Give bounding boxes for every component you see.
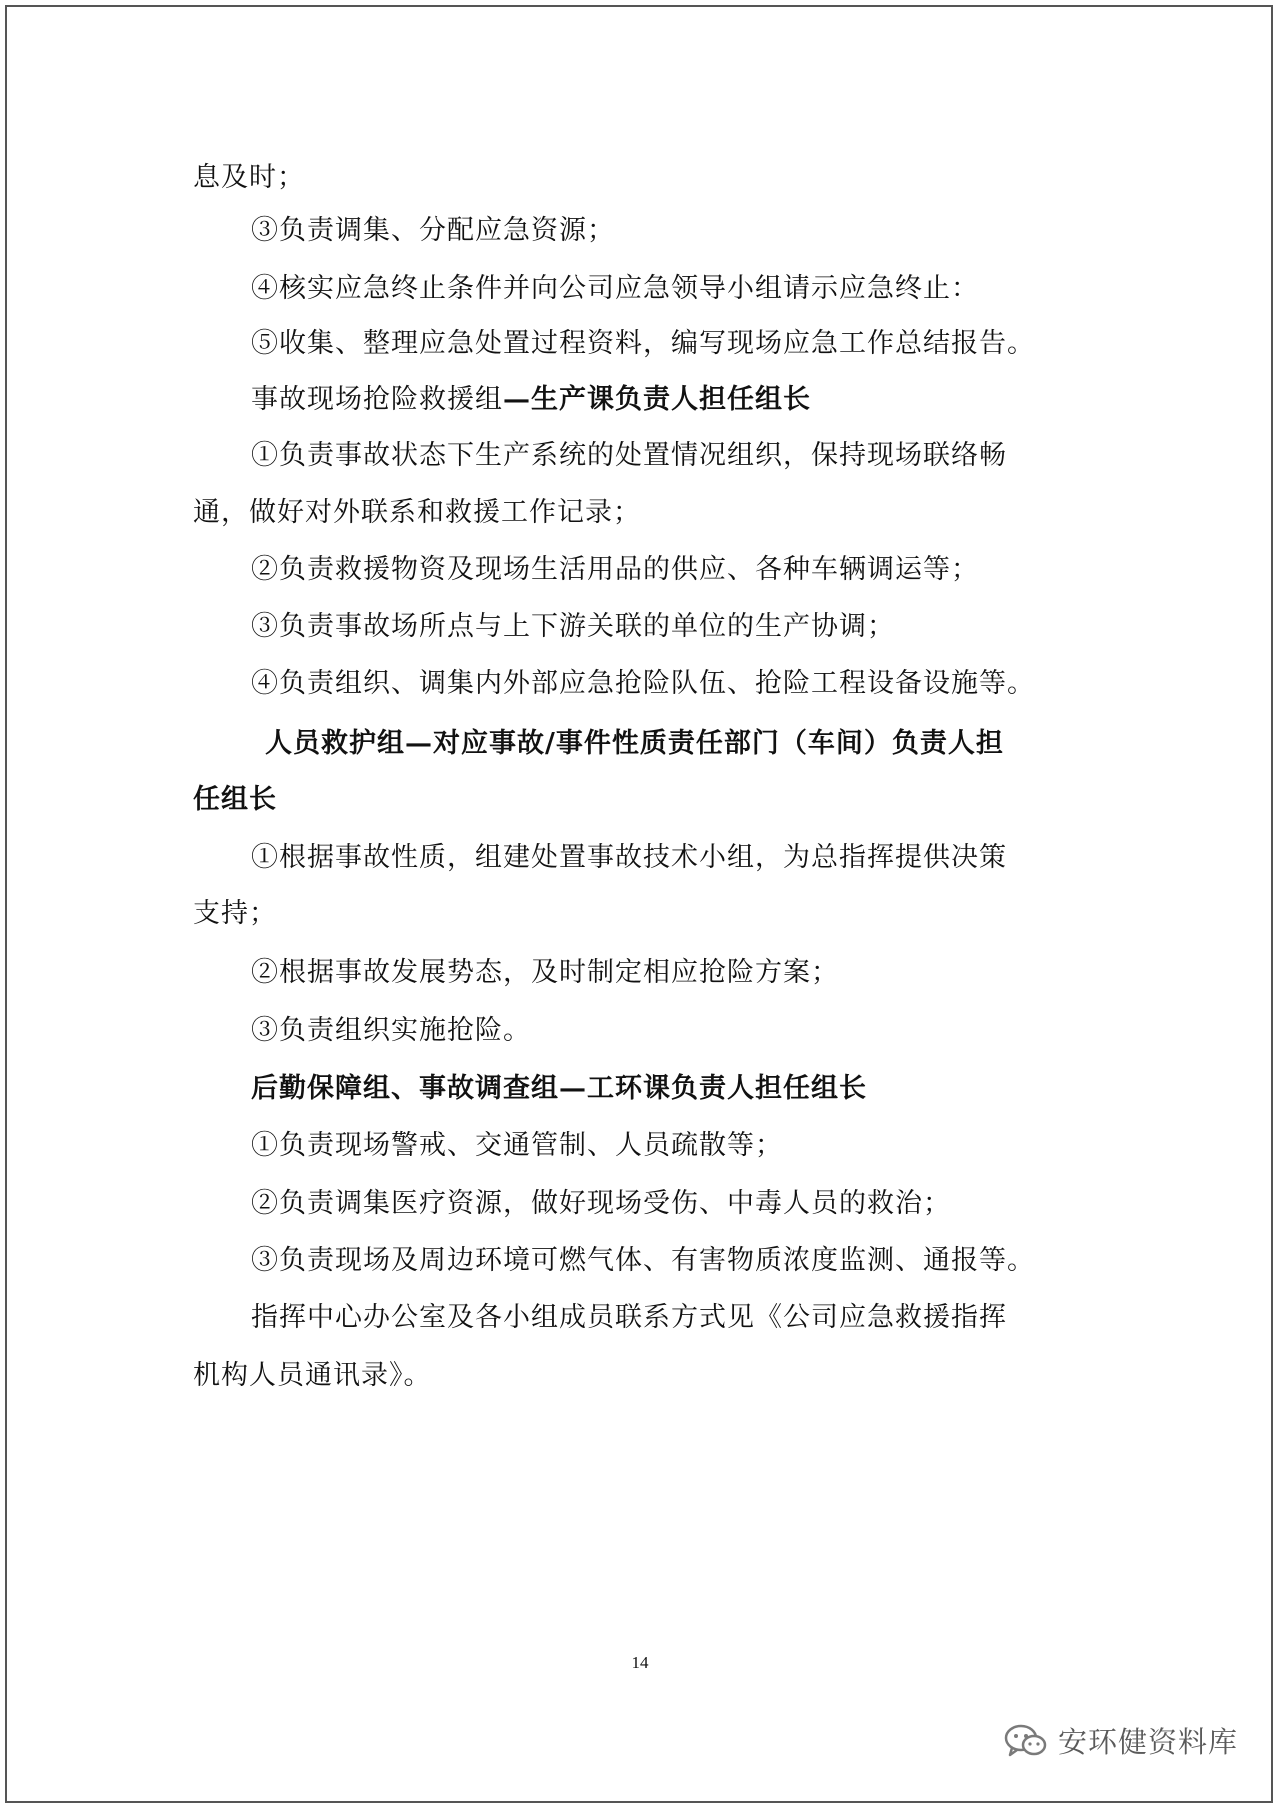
- paragraph-line: ④负责组织、调集内外部应急抢险队伍、抢险工程设备设施等。: [251, 668, 1035, 699]
- paragraph-line: 息及时；: [193, 162, 305, 193]
- section-heading-lead: —生产课负责人担任组长: [503, 384, 811, 415]
- paragraph-line: ④核实应急终止条件并向公司应急领导小组请示应急终止：: [251, 273, 979, 304]
- paragraph-line: 通，做好对外联系和救援工作记录；: [193, 497, 641, 528]
- paragraph-line: ②根据事故发展势态，及时制定相应抢险方案；: [251, 957, 839, 988]
- paragraph-line: ③负责现场及周边环境可燃气体、有害物质浓度监测、通报等。: [251, 1245, 1035, 1276]
- paragraph-line: ①负责现场警戒、交通管制、人员疏散等；: [251, 1130, 783, 1161]
- section-heading-lead: —工环课负责人担任组长: [559, 1073, 867, 1104]
- section-heading-continuation: 任组长: [193, 784, 277, 815]
- paragraph-line: ③负责事故场所点与上下游关联的单位的生产协调；: [251, 611, 895, 642]
- paragraph-line: ②负责救援物资及现场生活用品的供应、各种车辆调运等；: [251, 554, 979, 585]
- page-number: 14: [631, 1653, 649, 1672]
- watermark-text: 安环健资料库: [1058, 1725, 1239, 1759]
- paragraph-line: ①负责事故状态下生产系统的处置情况组织，保持现场联络畅: [251, 440, 1007, 471]
- paragraph-line: ③负责组织实施抢险。: [251, 1015, 531, 1046]
- paragraph-line: ①根据事故性质，组建处置事故技术小组，为总指挥提供决策: [251, 842, 1007, 873]
- section-heading: [251, 1071, 867, 1107]
- section-heading: 人员救护组—对应事故/事件性质责任部门（车间）负责人担: [265, 728, 1004, 759]
- paragraph-line: 指挥中心办公室及各小组成员联系方式见《公司应急救援指挥: [251, 1302, 1007, 1333]
- paragraph-line: ⑤收集、整理应急处置过程资料，编写现场应急工作总结报告。: [251, 328, 1035, 359]
- paragraph-line: 支持；: [193, 898, 277, 929]
- paragraph-line: 机构人员通讯录》。: [193, 1360, 432, 1391]
- watermark: [1004, 1720, 1238, 1761]
- section-heading-name: 事故现场抢险救援组: [251, 384, 503, 415]
- wechat-icon: [1004, 1723, 1048, 1759]
- paragraph-line: ②负责调集医疗资源，做好现场受伤、中毒人员的救治；: [251, 1188, 951, 1219]
- paragraph-line: ③负责调集、分配应急资源；: [251, 215, 615, 246]
- section-heading: [251, 382, 811, 418]
- section-heading-name: 后勤保障组、事故调查组: [251, 1073, 559, 1104]
